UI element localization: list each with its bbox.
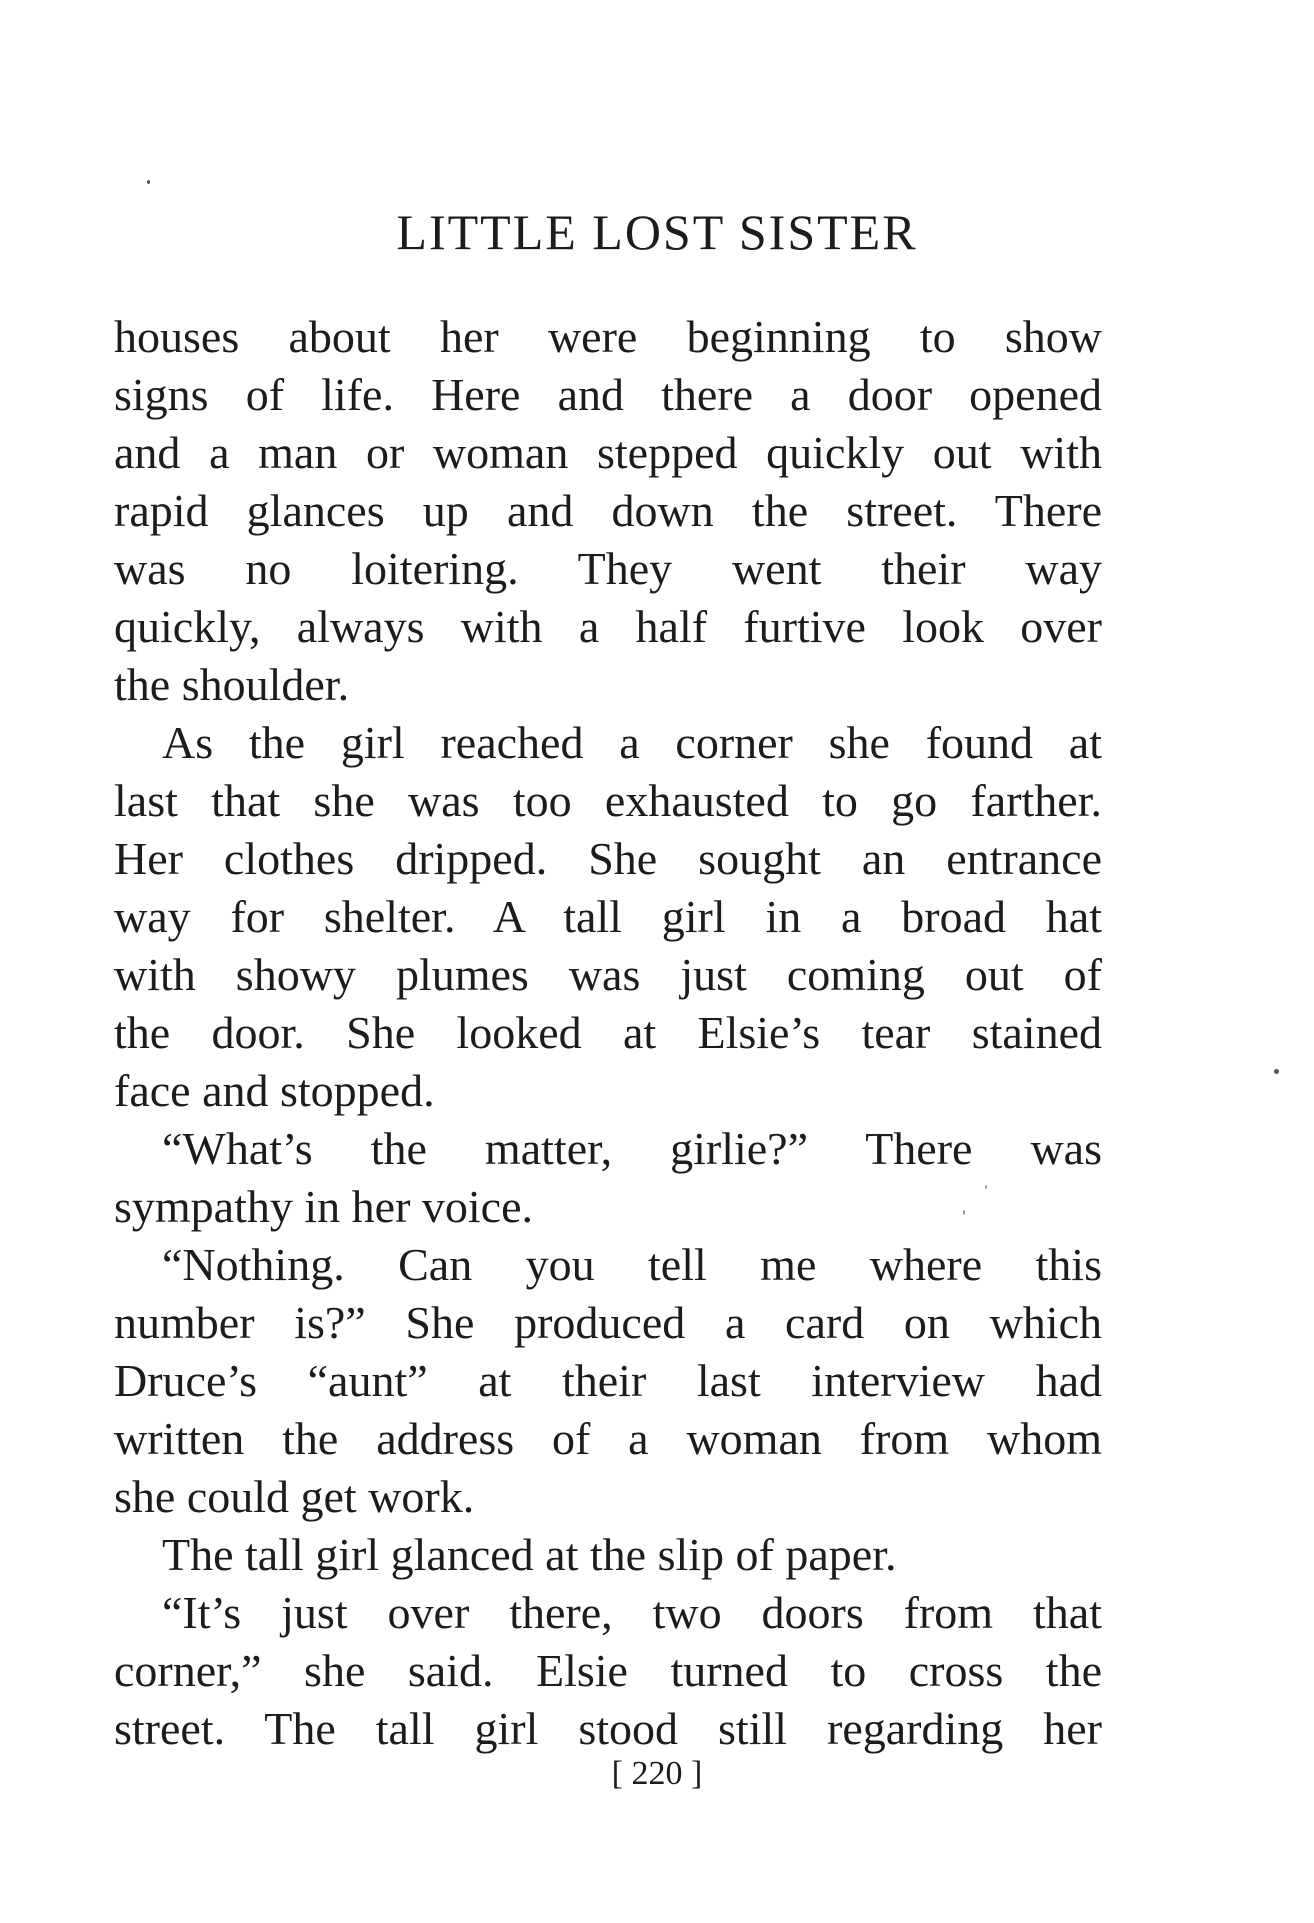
- text-line: “Nothing. Can you tell me where this: [162, 1239, 1102, 1290]
- text-line: “It’s just over there, two doors from that: [162, 1587, 1102, 1638]
- text-line: face and stopped.: [114, 1065, 435, 1116]
- text-line: she could get work.: [114, 1471, 475, 1522]
- text-line: and a man or woman stepped quickly out with: [114, 427, 1102, 478]
- running-head: LITTLE LOST SISTER: [396, 204, 918, 260]
- text-line: with showy plumes was just coming out of: [114, 949, 1102, 1000]
- scan-speck: [147, 180, 150, 184]
- text-line: way for shelter. A tall girl in a broad hat: [114, 891, 1102, 942]
- text-line: The tall girl glanced at the slip of paper.: [162, 1529, 897, 1580]
- text-line: corner,” she said. Elsie turned to cross the: [114, 1645, 1102, 1696]
- text-line: signs of life. Here and there a door opened: [114, 369, 1102, 420]
- text-line: quickly, always with a half furtive look over: [114, 601, 1102, 652]
- body-text: [114, 308, 1102, 1758]
- text-line: “What’s the matter, girlie?” There was: [162, 1123, 1102, 1174]
- text-line: sympathy in her voice.: [114, 1181, 534, 1232]
- text-line: the door. She looked at Elsie’s tear stained: [114, 1007, 1102, 1058]
- scan-speck: [1274, 1069, 1279, 1074]
- scan-speck: [963, 1210, 965, 1215]
- text-line: last that she was too exhausted to go farther.: [114, 775, 1102, 826]
- text-line: street. The tall girl stood still regarding her: [114, 1703, 1102, 1754]
- text-line: rapid glances up and down the street. There: [114, 485, 1102, 536]
- text-line: houses about her were beginning to show: [114, 311, 1102, 362]
- text-line: written the address of a woman from whom: [114, 1413, 1102, 1464]
- text-line: the shoulder.: [114, 659, 350, 710]
- text-line: Druce’s “aunt” at their last interview had: [114, 1355, 1102, 1406]
- text-line: As the girl reached a corner she found at: [162, 717, 1102, 768]
- text-line: number is?” She produced a card on which: [114, 1297, 1102, 1348]
- scan-speck: [985, 1185, 987, 1189]
- text-line: Her clothes dripped. She sought an entrance: [114, 833, 1102, 884]
- text-line: was no loitering. They went their way: [114, 543, 1102, 594]
- page-number: [ 220 ]: [611, 1755, 703, 1792]
